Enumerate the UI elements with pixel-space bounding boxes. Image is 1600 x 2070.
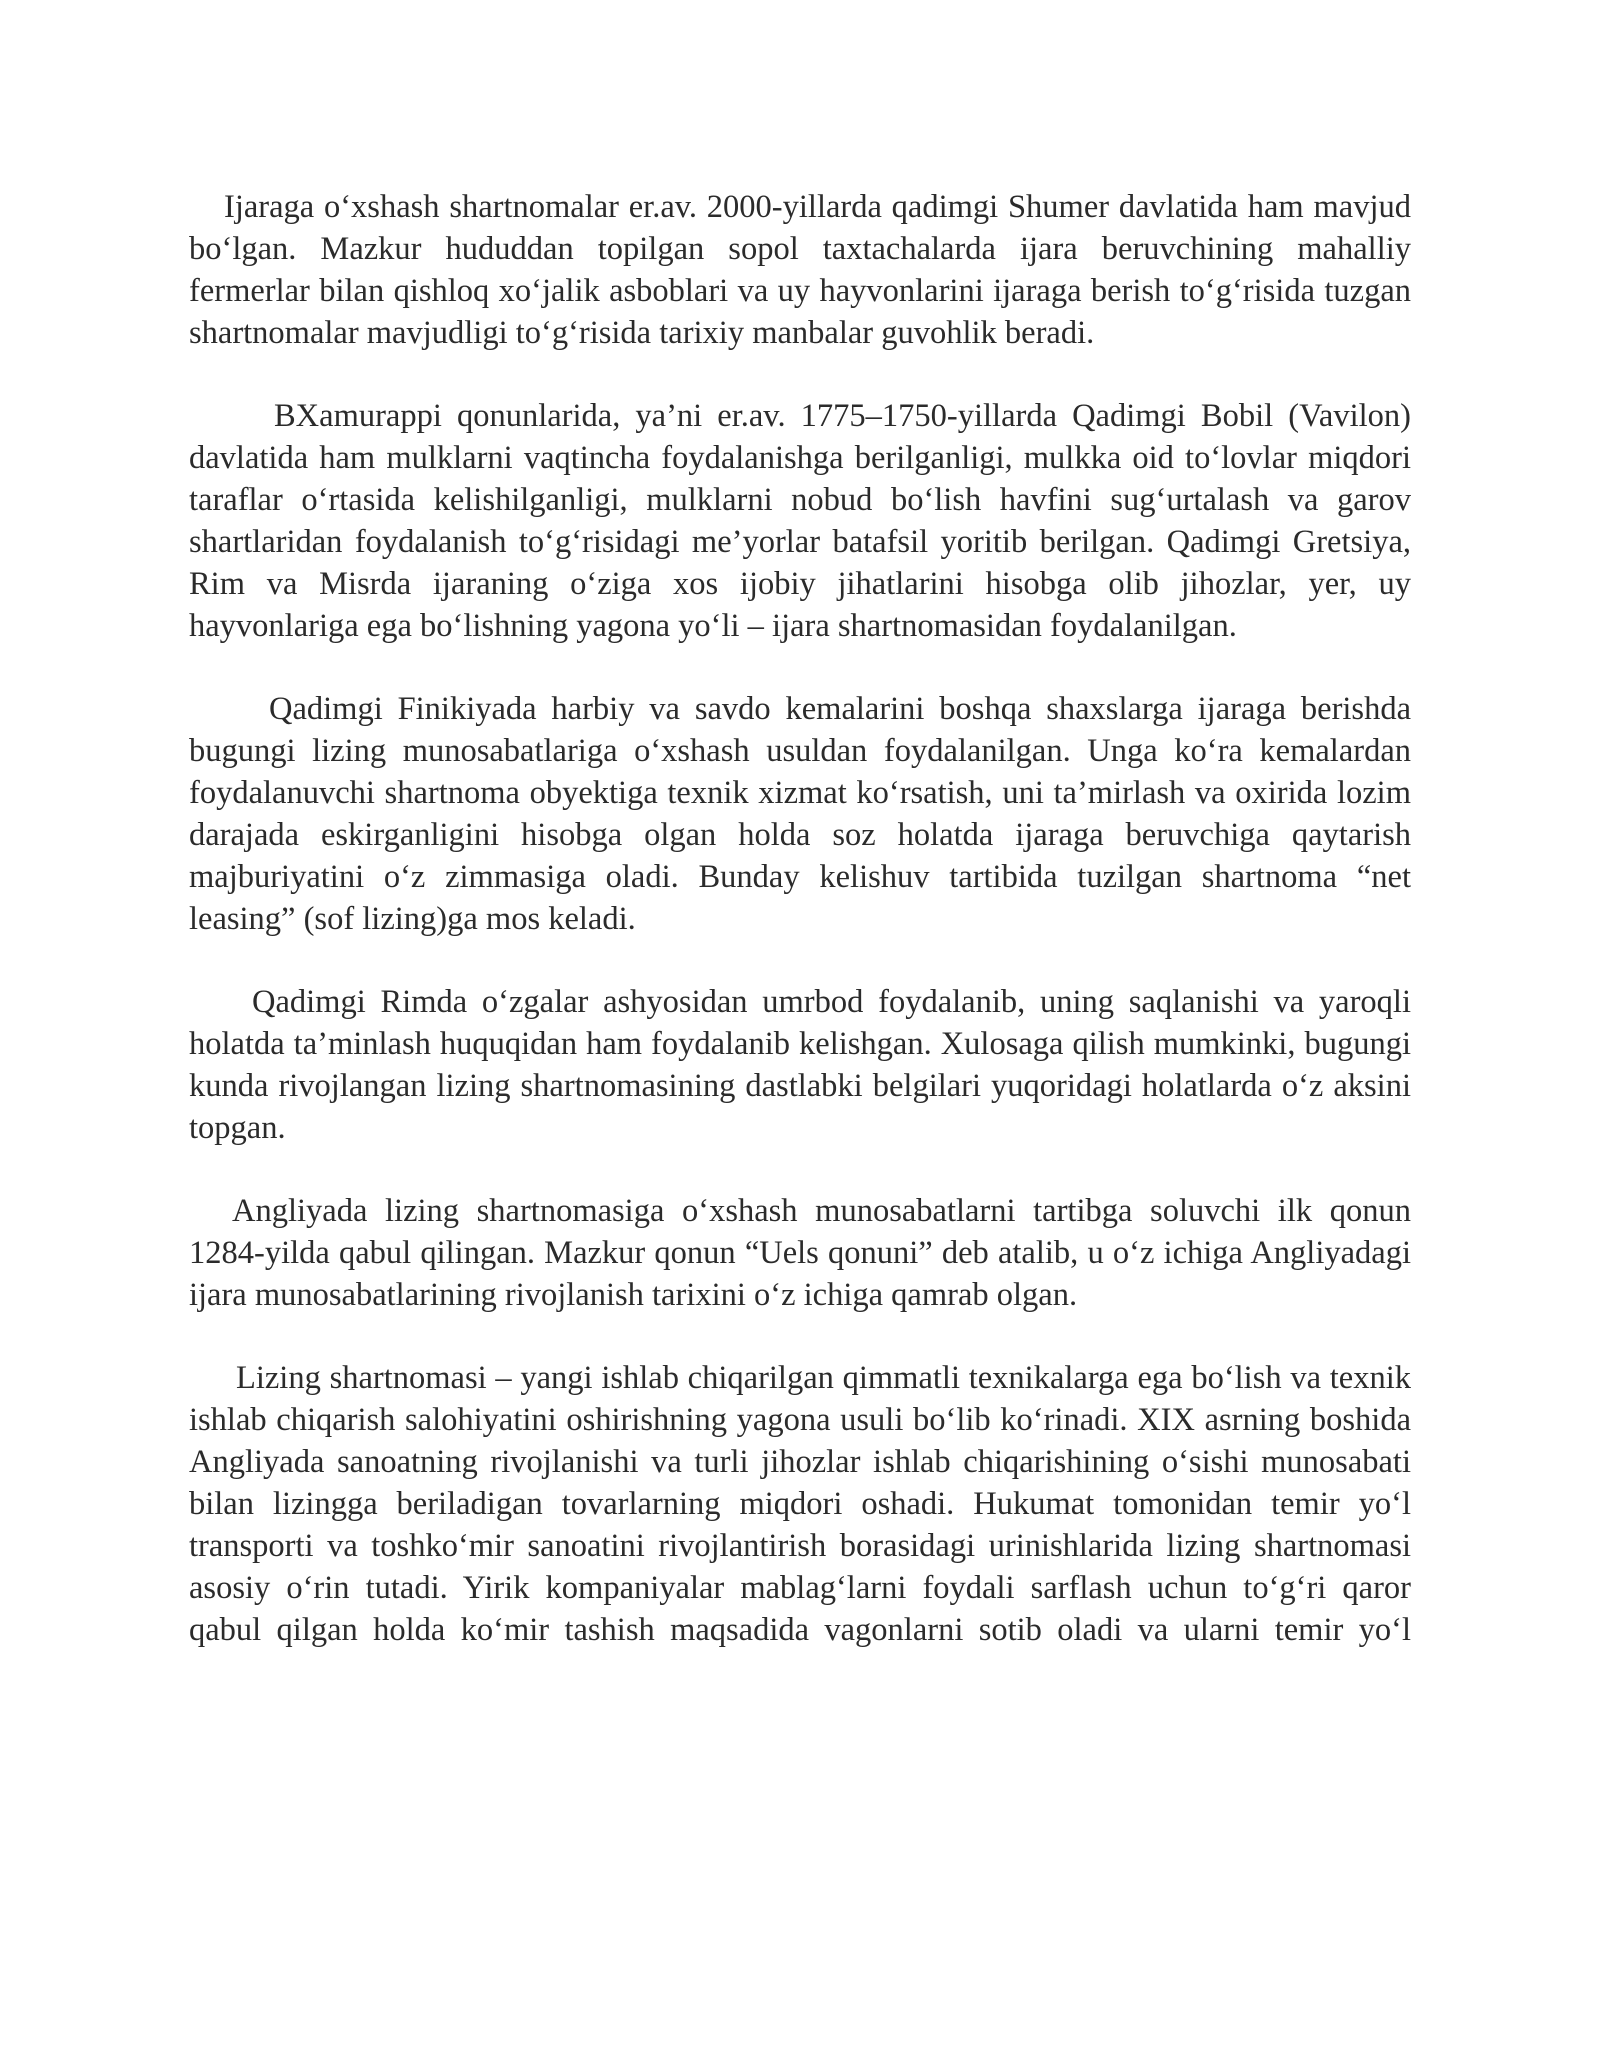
paragraph-hammurabi-laws: BXamurappi qonunlarida, ya’ni er.av. 1775–1750-yillarda Qadimgi Bobil (Vavilon) davlatida ham mulklarni vaqtincha foydalanishga berilganligi, mulkka oid to‘lovlar miqdori taraflar o‘rtasida kelishilganligi, mulklarni nobud bo‘lish havfini sug‘urtalash va garov shartlaridan foydalanish to‘g‘risidagi me’yorlar batafsil yoritib berilgan. Qadimgi Gretsiya, Rim va Misrda ijaraning o‘ziga xos ijobiy jihatlarini hisobga olib jihozlar, yer, uy hayvonlariga ega bo‘lishning yagona yo‘li – ijara shartnomasidan foydalanilgan. [189, 398, 1411, 644]
paragraph-shumer-leases: Ijaraga o‘xshash shartnomalar er.av. 2000-yillarda qadimgi Shumer davlatida ham mavjud bo‘lgan. Mazkur hududdan topilgan sopol taxtachalarda ijara beruvchining mahalliy fermerlar bilan qishloq xo‘jalik asboblari va uy hayvonlarini ijaraga berish to‘g‘risida tuzgan shartnomalar mavjudligi to‘g‘risida tarixiy manbalar guvohlik beradi. [189, 189, 1411, 351]
paragraph-leasing-contract: Lizing shartnomasi – yangi ishlab chiqarilgan qimmatli texnikalarga ega bo‘lish va texnik ishlab chiqarish salohiyatini oshirishning yagona usuli bo‘lib ko‘rinadi. XIX asrning boshida Angliyada sanoatning rivojlanishi va turli jihozlar ishlab chiqarishining o‘sishi munosabati bilan lizingga beriladigan tovarlarning miqdori oshadi. Hukumat tomonidan temir yo‘l transporti va toshko‘mir sanoatini rivojlantirish borasidagi urinishlarida lizing shartnomasi asosiy o‘rin tutadi. Yirik kompaniyalar mablag‘larni foydali sarflash uchun to‘g‘ri qaror qabul qilgan holda ko‘mir tashish maqsadida vagonlarni sotib oladi va ularni temir yo‘l [189, 1360, 1411, 1648]
paragraph-england-law: Angliyada lizing shartnomasiga o‘xshash munosabatlarni tartibga soluvchi ilk qonun 1284-yilda qabul qilingan. Mazkur qonun “Uels qonuni” deb atalib, u o‘z ichiga Angliyadagi ijara munosabatlarining rivojlanish tarixini o‘z ichiga qamrab olgan. [189, 1193, 1411, 1313]
document-body [189, 186, 1411, 1651]
paragraph-phoenicia-ships: Qadimgi Finikiyada harbiy va savdo kemalarini boshqa shaxslarga ijaraga berishda bugungi lizing munosabatlariga o‘xshash usuldan foydalanilgan. Unga ko‘ra kemalardan foydalanuvchi shartnoma obyektiga texnik xizmat ko‘rsatish, uni ta’mirlash va oxirida lozim darajada eskirganligini hisobga olgan holda soz holatda ijaraga beruvchiga qaytarish majburiyatini o‘z zimmasiga oladi. Bunday kelishuv tartibida tuzilgan shartnoma “net leasing” (sof lizing)ga mos keladi. [189, 691, 1411, 937]
paragraph-ancient-rome: Qadimgi Rimda o‘zgalar ashyosidan umrbod foydalanib, uning saqlanishi va yaroqli holatda ta’minlash huquqidan ham foydalanib kelishgan. Xulosaga qilish mumkinki, bugungi kunda rivojlangan lizing shartnomasining dastlabki belgilari yuqoridagi holatlarda o‘z aksini topgan. [189, 984, 1411, 1146]
